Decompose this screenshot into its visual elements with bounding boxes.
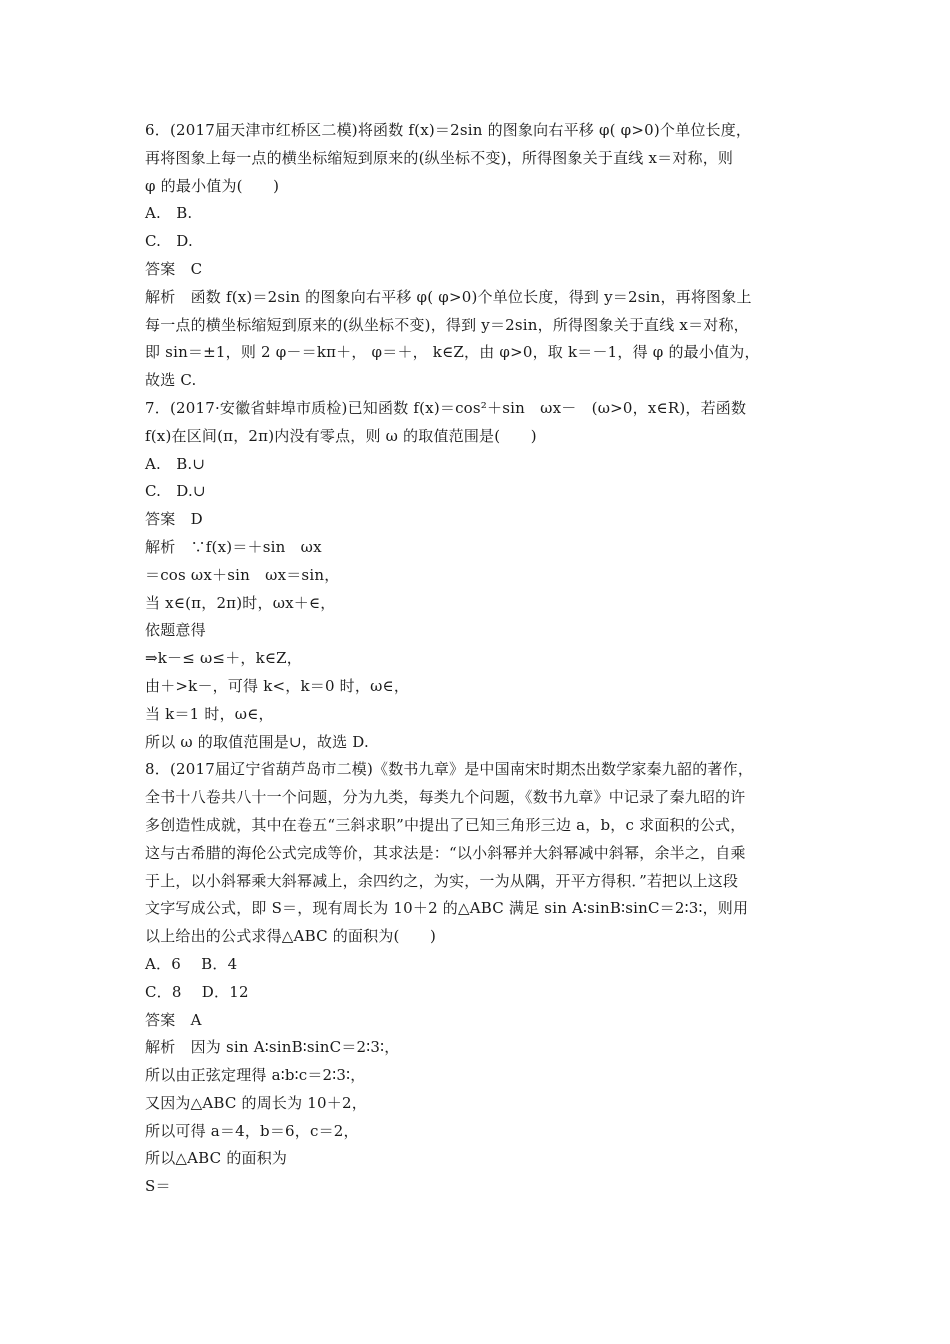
text-line: 解析 ∵f(x)＝＋sin ωx [145, 537, 322, 556]
text-line: φ 的最小值为( ) [145, 176, 280, 195]
text-line: 答案 A [145, 1010, 202, 1029]
text-line: 解析 因为 sin A∶sinB∶sinC＝2∶3∶， [145, 1038, 400, 1057]
text-line: A．6 B．4 [145, 954, 238, 973]
text-line: 即 sin＝±1，则 2 φ－＝kπ＋， φ＝＋， k∈Z，由 φ>0，取 k＝－1，得 φ 的最小值为， [145, 343, 760, 362]
text-line: 当 k＝1 时，ω∈， [145, 704, 274, 723]
text-line: 答案 D [145, 510, 203, 529]
text-line: 又因为△ABC 的周长为 10＋2， [145, 1093, 367, 1112]
text-line: 每一点的横坐标缩短到原来的(纵坐标不变)，得到 y＝2sin，所得图象关于直线 x＝对称， [145, 315, 749, 334]
document-page [145, 117, 825, 1201]
text-line: 解析 函数 f(x)＝2sin 的图象向右平移 φ( φ>0)个单位长度，得到 y＝2sin，再将图象上 [145, 287, 752, 306]
text-line: 所以△ABC 的面积为 [145, 1149, 288, 1168]
text-line: 多创造性成就，其中在卷五“三斜求职”中提出了已知三角形三边 a，b，c 求面积的公式， [145, 815, 746, 834]
text-line: 文字写成公式，即 S＝，现有周长为 10＋2 的△ABC 满足 sin A∶sinB∶sinC＝2∶3∶，则用 [145, 899, 749, 918]
text-line: 答案 C [145, 259, 203, 278]
text-line: A. B.∪ [145, 454, 206, 473]
text-line: 再将图象上每一点的横坐标缩短到原来的(纵坐标不变)，所得图象关于直线 x＝对称，则 [145, 148, 734, 167]
text-line: A. B. [145, 204, 193, 223]
text-line: 6．(2017届天津市红桥区二模)将函数 f(x)＝2sin 的图象向右平移 φ( φ>0)个单位长度， [145, 121, 752, 139]
text-line: 所以 ω 的取值范围是∪，故选 D. [145, 732, 369, 751]
text-line: 当 x∈(π，2π)时，ωx＋∈， [145, 593, 336, 612]
text-line: C. D. [145, 232, 193, 251]
text-line: C．8 D．12 [145, 982, 249, 1001]
text-line: 依题意得 [145, 621, 206, 640]
text-line: 故选 C. [145, 371, 197, 390]
text-line: C. D.∪ [145, 482, 206, 501]
text-line: 7．(2017·安徽省蚌埠市质检)已知函数 f(x)＝cos²＋sin ωx－ (ω>0，x∈R)，若函数 [145, 398, 747, 417]
text-line: ⇒k－≤ ω≤＋，k∈Z， [145, 649, 303, 668]
text-line: 所以由正弦定理得 a∶b∶c＝2∶3∶， [145, 1066, 366, 1085]
text-line: 全书十八卷共八十一个问题，分为九类，每类九个问题，《数书九章》中记录了秦九昭的许 [145, 788, 746, 807]
text-line: 于上，以小斜幂乘大斜幂减上，余四约之，为实，一为从隅，开平方得积．”若把以上这段 [145, 871, 739, 890]
text-line: 所以可得 a＝4，b＝6，c＝2， [145, 1121, 359, 1140]
text-line: 这与古希腊的海伦公式完成等价，其求法是：“以小斜幂并大斜幂减中斜幂，余半之，自乘 [145, 843, 746, 862]
text-line: 以上给出的公式求得△ABC 的面积为( ) [145, 927, 437, 946]
text-line: S＝ [145, 1177, 171, 1196]
text-line: f(x)在区间(π，2π)内没有零点，则 ω 的取值范围是( ) [145, 426, 537, 445]
text-line: 由＋>k－，可得 k<，k＝0 时，ω∈， [145, 676, 410, 695]
text-line: 8．(2017届辽宁省葫芦岛市二模)《数书九章》是中国南宋时期杰出数学家秦九韶的著作， [145, 760, 754, 779]
text-line: ＝cos ωx＋sin ωx＝sin， [145, 565, 340, 584]
